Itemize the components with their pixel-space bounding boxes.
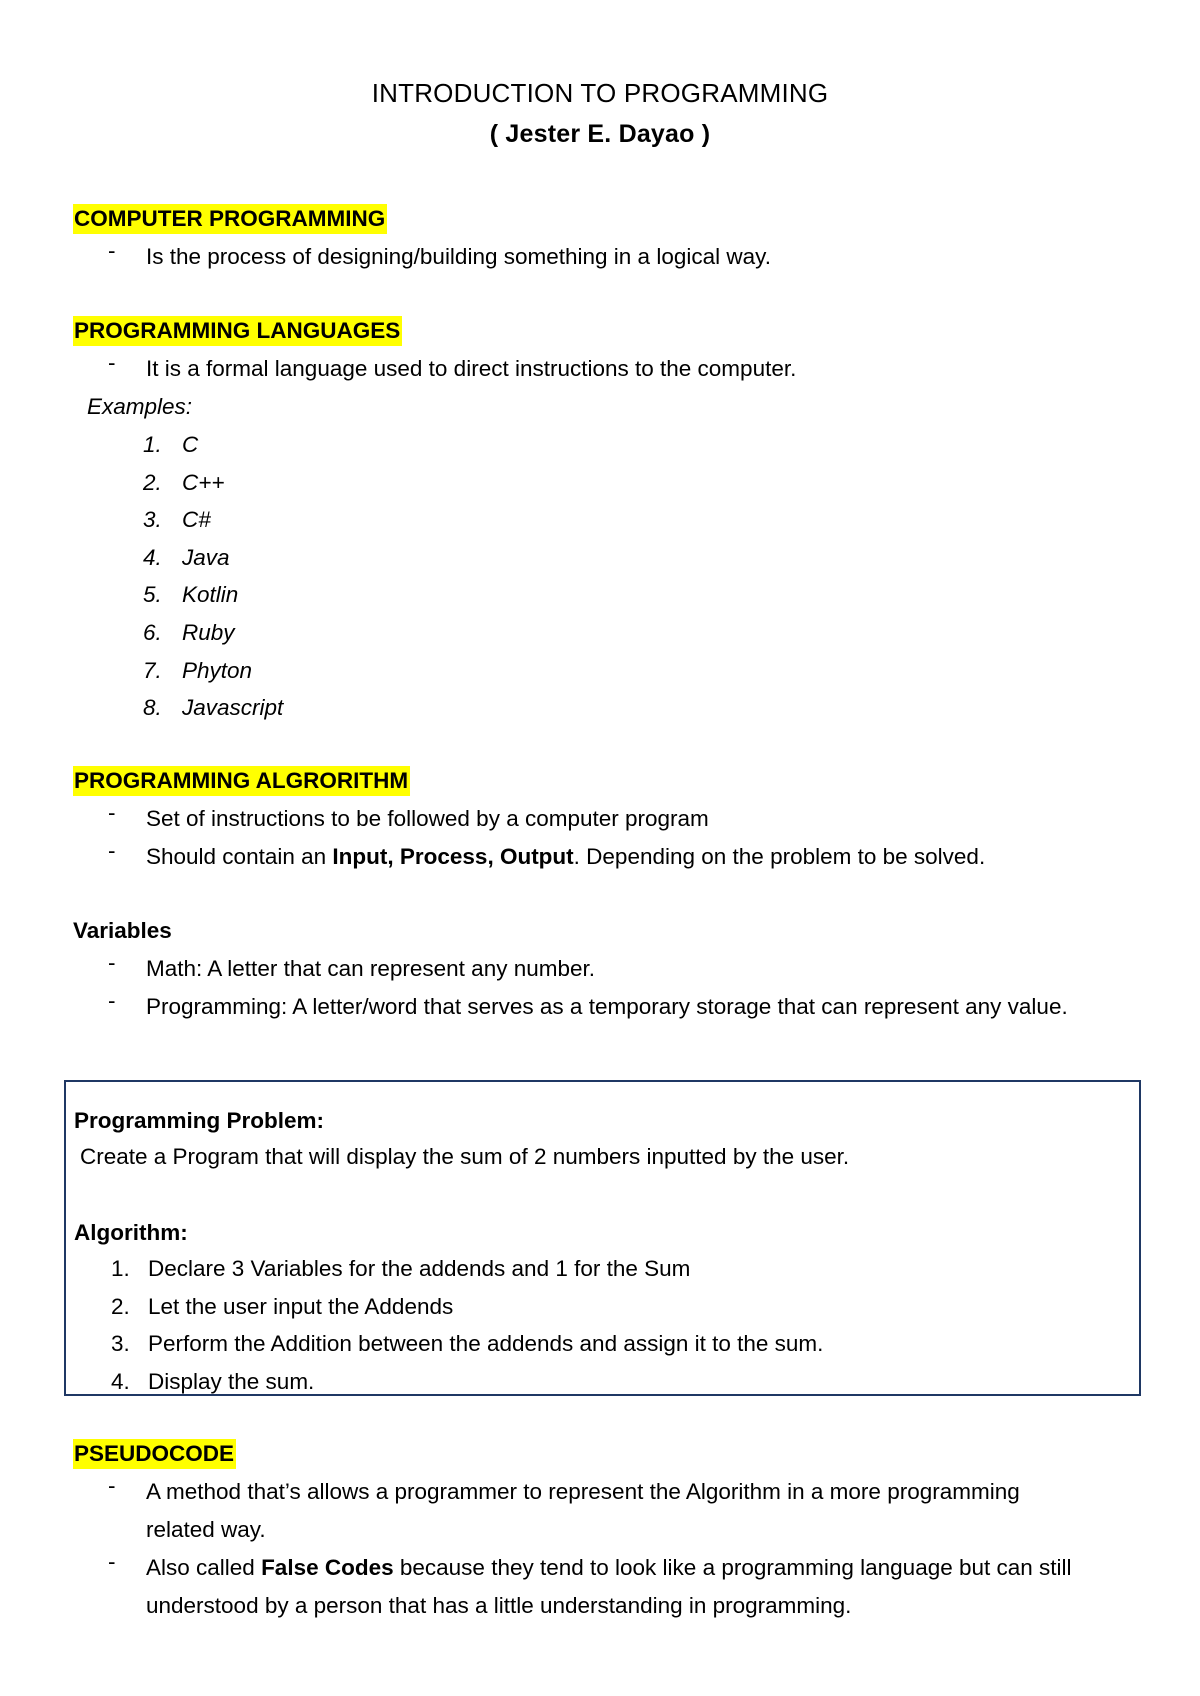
list-item-text: Also called False Codes because they tend to look like a programming language but can still understood by a person that has a little understanding in programming. [146,1555,1072,1618]
list-item-text: A method that’s allows a programmer to represent the Algorithm in a more programming related way. [146,1479,1020,1542]
document-author: ( Jester E. Dayao ) [489,120,711,148]
algorithm-step: 4. Display the sum. [111,1369,315,1394]
example-item: 4. Java [143,545,230,570]
dash-bullet: - [108,988,116,1013]
highlighted-heading-text: PROGRAMMING ALGRORITHM [73,766,410,796]
problem-heading: Programming Problem: [74,1108,325,1133]
list-item-text: It is a formal language used to direct instructions to the computer. [146,356,797,381]
dash-bullet: - [108,838,116,863]
section-heading-pseudocode [73,1441,236,1467]
example-item: 6. Ruby [143,620,235,645]
dash-bullet: - [108,950,116,975]
programming-problem-box [64,1080,1141,1396]
algorithm-heading: Algorithm: [74,1220,188,1245]
dash-bullet: - [108,350,116,375]
example-item: 3. C# [143,507,211,532]
dash-bullet: - [108,1549,116,1574]
list-item-text: Set of instructions to be followed by a computer program [146,806,709,831]
list-item-text: Programming: A letter/word that serves as a temporary storage that can represent any value. [146,994,1068,1019]
examples-label: Examples: [87,394,193,419]
section-heading-variables: Variables [73,918,172,943]
example-item: 8. Javascript [143,695,284,720]
algorithm-step: 2. Let the user input the Addends [111,1294,454,1319]
list-item-text: Is the process of designing/building something in a logical way. [146,244,771,269]
list-item-text: Should contain an Input, Process, Output. Depending on the problem to be solved. [146,844,986,869]
algorithm-step: 3. Perform the Addition between the addends and assign it to the sum. [111,1331,824,1356]
bold-text: Input, Process, Output [332,844,574,869]
example-item: 5. Kotlin [143,582,239,607]
bold-text: False Codes [261,1555,394,1580]
highlighted-heading-text: PROGRAMMING LANGUAGES [73,316,402,346]
dash-bullet: - [108,1473,116,1498]
problem-text: Create a Program that will display the sum of 2 numbers inputted by the user. [80,1144,850,1169]
example-item: 1. C [143,432,199,457]
section-heading-computer-programming [73,206,387,232]
algorithm-step: 1. Declare 3 Variables for the addends and 1 for the Sum [111,1256,691,1281]
dash-bullet: - [108,800,116,825]
highlighted-heading-text: COMPUTER PROGRAMMING [73,204,387,234]
example-item: 2. C++ [143,470,225,495]
highlighted-heading-text: PSEUDOCODE [73,1439,236,1469]
document-title: INTRODUCTION TO PROGRAMMING [371,78,829,108]
dash-bullet: - [108,238,116,263]
list-item-text: Math: A letter that can represent any number. [146,956,596,981]
example-item: 7. Phyton [143,658,253,683]
section-heading-programming-algorithm [73,768,410,794]
section-heading-programming-languages [73,318,402,344]
